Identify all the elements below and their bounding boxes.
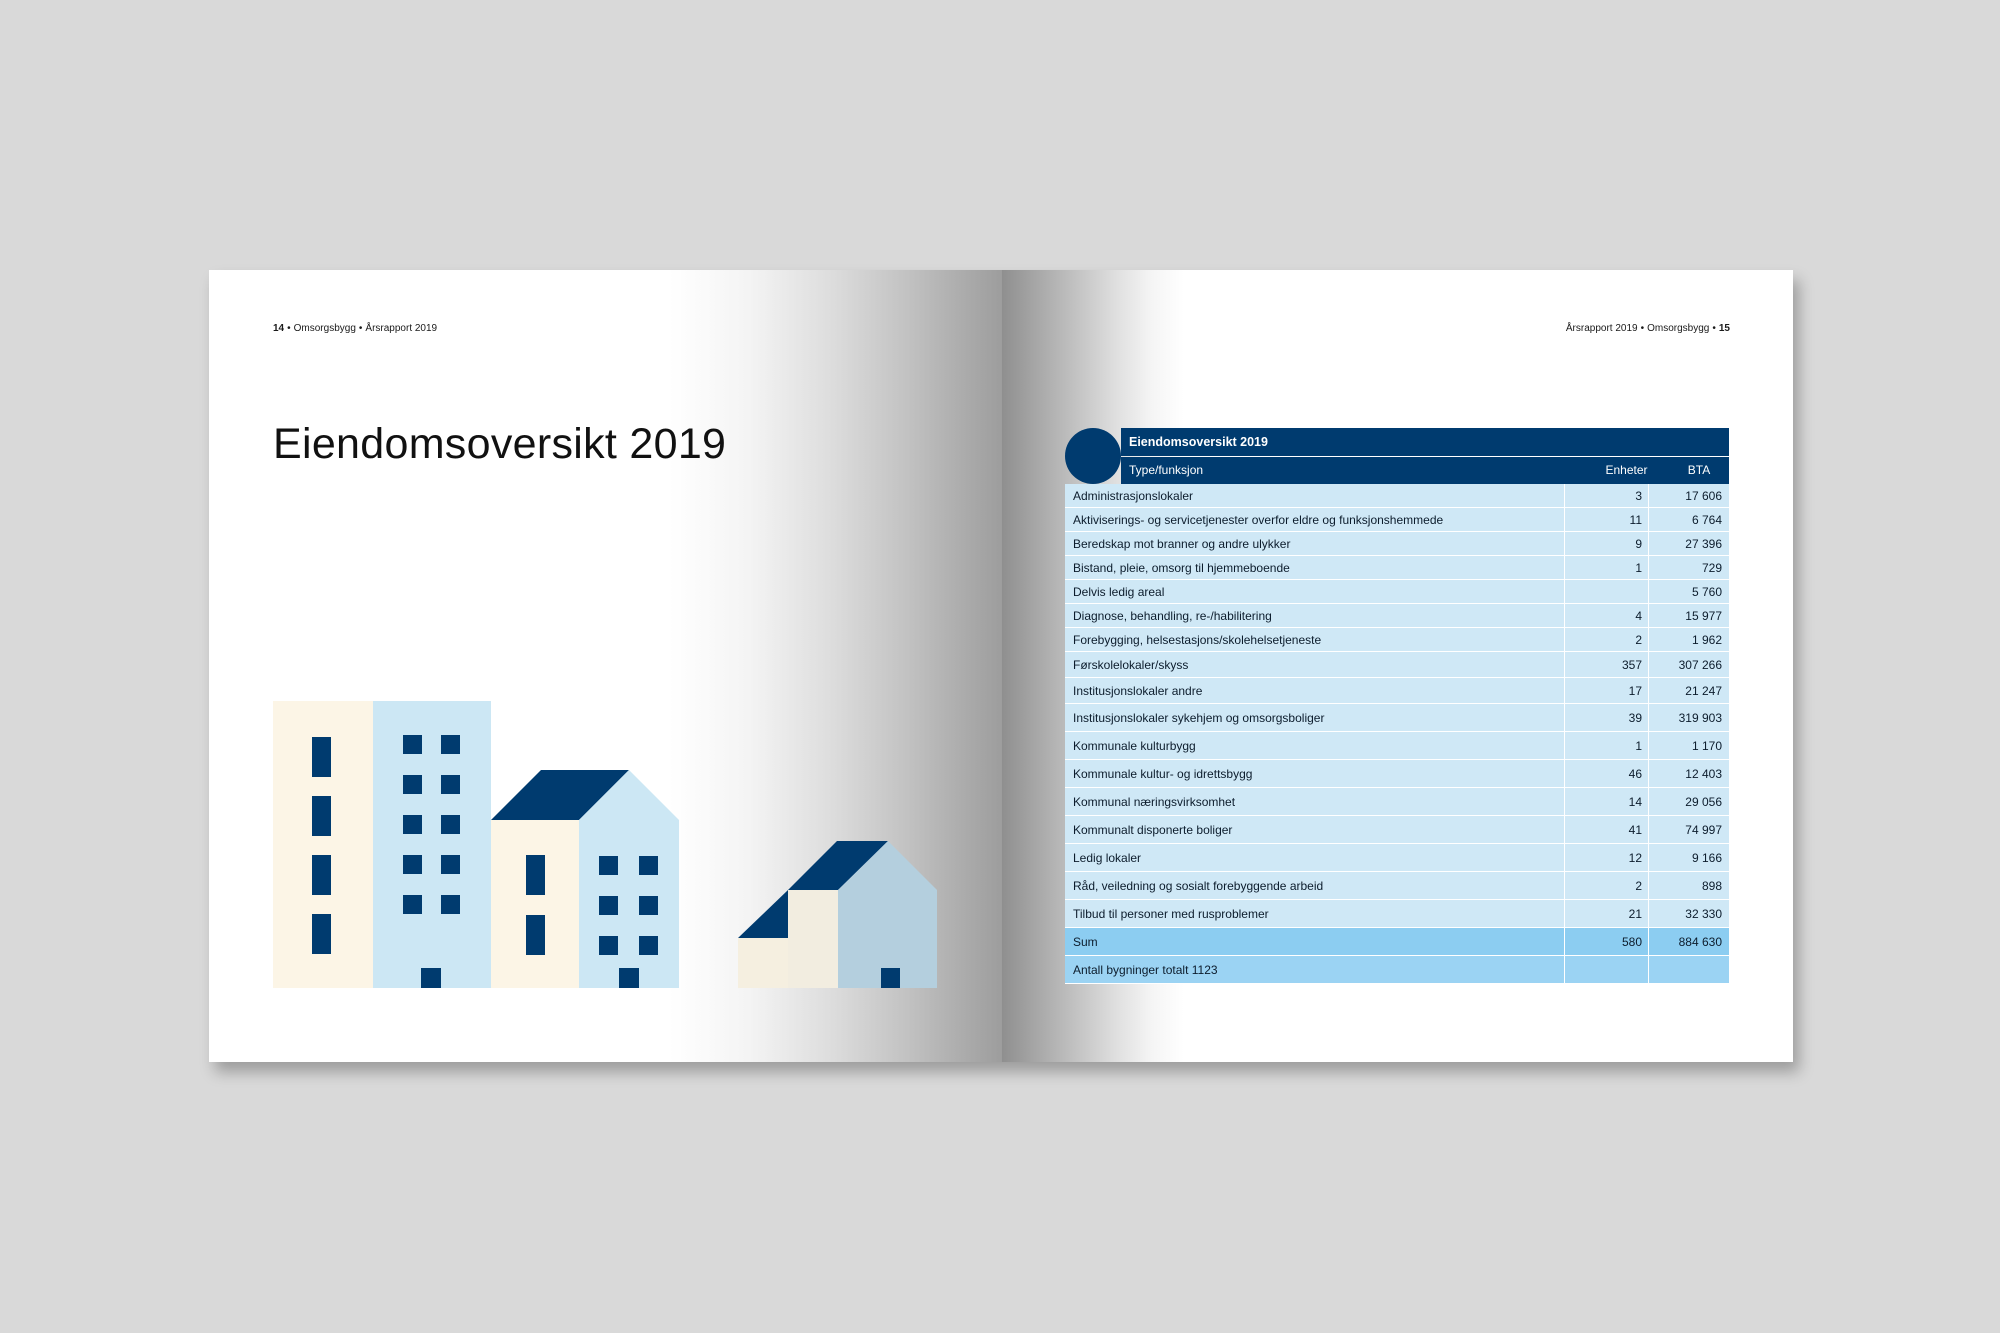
row-area: 9 166	[1691, 850, 1722, 865]
row-area: 307 266	[1678, 657, 1722, 672]
row-type: Kommunalt disponerte boliger	[1073, 822, 1233, 837]
column-header-area: BTA	[1687, 463, 1711, 477]
row-area: 12 403	[1685, 766, 1722, 781]
row-area: 27 396	[1685, 536, 1722, 551]
row-area: 1 962	[1691, 632, 1722, 647]
table-row	[1065, 652, 1729, 678]
table-row	[1065, 678, 1729, 704]
right-page	[1002, 270, 1793, 1062]
middle-house	[491, 770, 679, 988]
row-type: Kommunal næringsvirksomhet	[1073, 794, 1236, 809]
tall-building-blue	[373, 701, 491, 988]
table-row	[1065, 704, 1729, 732]
tall-building-cream	[273, 701, 373, 988]
row-type: Bistand, pleie, omsorg til hjemmeboende	[1073, 560, 1290, 575]
row-type: Forebygging, helsestasjons/skolehelsetjeneste	[1073, 632, 1322, 647]
table-row	[1065, 872, 1729, 900]
table-row	[1065, 508, 1729, 532]
sum-units: 580	[1621, 934, 1642, 949]
table-row	[1065, 900, 1729, 928]
row-type: Kommunale kultur- og idrettsbygg	[1073, 766, 1253, 781]
row-units: 17	[1628, 683, 1642, 698]
small-house	[738, 841, 937, 988]
row-area: 32 330	[1685, 906, 1722, 921]
table-sum-row	[1065, 928, 1729, 956]
table-row	[1065, 532, 1729, 556]
row-type: Førskolelokaler/skyss	[1073, 657, 1189, 672]
row-units: 9	[1635, 536, 1642, 551]
row-type: Delvis ledig areal	[1073, 584, 1165, 599]
left-folio: 14 • Omsorgsbygg • Årsrapport 2019	[273, 323, 438, 334]
row-area: 6 764	[1691, 512, 1722, 527]
row-type: Diagnose, behandling, re-/habilitering	[1073, 608, 1272, 623]
row-area: 5 760	[1691, 584, 1722, 599]
row-area: 74 997	[1685, 822, 1722, 837]
row-units: 2	[1635, 878, 1642, 893]
table-total-row	[1065, 956, 1729, 984]
left-page-number: 14	[273, 323, 285, 334]
table-row	[1065, 760, 1729, 788]
row-type: Tilbud til personer med rusproblemer	[1073, 906, 1269, 921]
table-row	[1065, 844, 1729, 872]
row-area: 21 247	[1685, 683, 1722, 698]
row-area: 1 170	[1691, 738, 1722, 753]
row-units: 46	[1628, 766, 1642, 781]
row-area: 898	[1701, 878, 1722, 893]
row-area: 17 606	[1685, 488, 1722, 503]
row-units: 1	[1635, 738, 1642, 753]
right-folio-publisher: Omsorgsbygg	[1647, 323, 1710, 334]
row-units: 11	[1629, 512, 1642, 527]
row-area: 729	[1701, 560, 1722, 575]
table-row	[1065, 484, 1729, 508]
row-units: 21	[1628, 906, 1642, 921]
row-area: 319 903	[1678, 710, 1722, 725]
row-units: 3	[1635, 488, 1642, 503]
table-row	[1065, 732, 1729, 760]
table-title: Eiendomsoversikt 2019	[1121, 428, 1729, 456]
table-row	[1065, 580, 1729, 604]
row-type: Ledig lokaler	[1073, 850, 1142, 865]
table-row	[1065, 816, 1729, 844]
row-units: 1	[1635, 560, 1642, 575]
row-type: Beredskap mot branner og andre ulykker	[1073, 536, 1291, 551]
column-header-type: Type/funksjon	[1129, 463, 1204, 477]
row-type: Institusjonslokaler sykehjem og omsorgsboliger	[1073, 710, 1325, 725]
row-type: Kommunale kulturbygg	[1073, 738, 1196, 753]
row-type: Råd, veiledning og sosialt forebyggende arbeid	[1073, 878, 1324, 893]
left-page	[209, 270, 1002, 1062]
table-circle-marker	[1065, 428, 1121, 484]
row-units: 357	[1621, 657, 1642, 672]
left-folio-publisher: Omsorgsbygg	[293, 323, 356, 334]
row-units: 39	[1628, 710, 1642, 725]
sum-area: 884 630	[1678, 934, 1722, 949]
buildings-illustration	[273, 700, 938, 1000]
table-row	[1065, 628, 1729, 652]
row-type: Aktiviserings- og servicetjenester overfor eldre og funksjonshemmede	[1073, 512, 1444, 527]
row-type: Administrasjonslokaler	[1073, 488, 1194, 503]
row-units: 2	[1635, 632, 1642, 647]
left-folio-report: Årsrapport 2019	[365, 323, 438, 334]
row-type: Institusjonslokaler andre	[1073, 683, 1203, 698]
column-header-units: Enheter	[1605, 463, 1648, 477]
book-spread	[209, 270, 1793, 1062]
row-units: 12	[1628, 850, 1642, 865]
row-units: 4	[1635, 608, 1642, 623]
total-buildings-label: Antall bygninger totalt 1123	[1073, 962, 1218, 977]
sum-label: Sum	[1073, 934, 1098, 949]
table-row	[1065, 604, 1729, 628]
row-area: 29 056	[1685, 794, 1722, 809]
right-folio-report: Årsrapport 2019	[1565, 323, 1638, 334]
table-body	[1065, 484, 1729, 984]
page-title: Eiendomsoversikt 2019	[273, 420, 727, 468]
table-header-row	[1121, 457, 1729, 484]
row-units: 41	[1628, 822, 1642, 837]
right-folio: Årsrapport 2019 • Omsorgsbygg • 15	[1565, 323, 1730, 334]
row-units: 14	[1628, 794, 1642, 809]
table-row	[1065, 556, 1729, 580]
table-row	[1065, 788, 1729, 816]
row-area: 15 977	[1685, 608, 1722, 623]
right-page-number: 15	[1718, 323, 1730, 334]
